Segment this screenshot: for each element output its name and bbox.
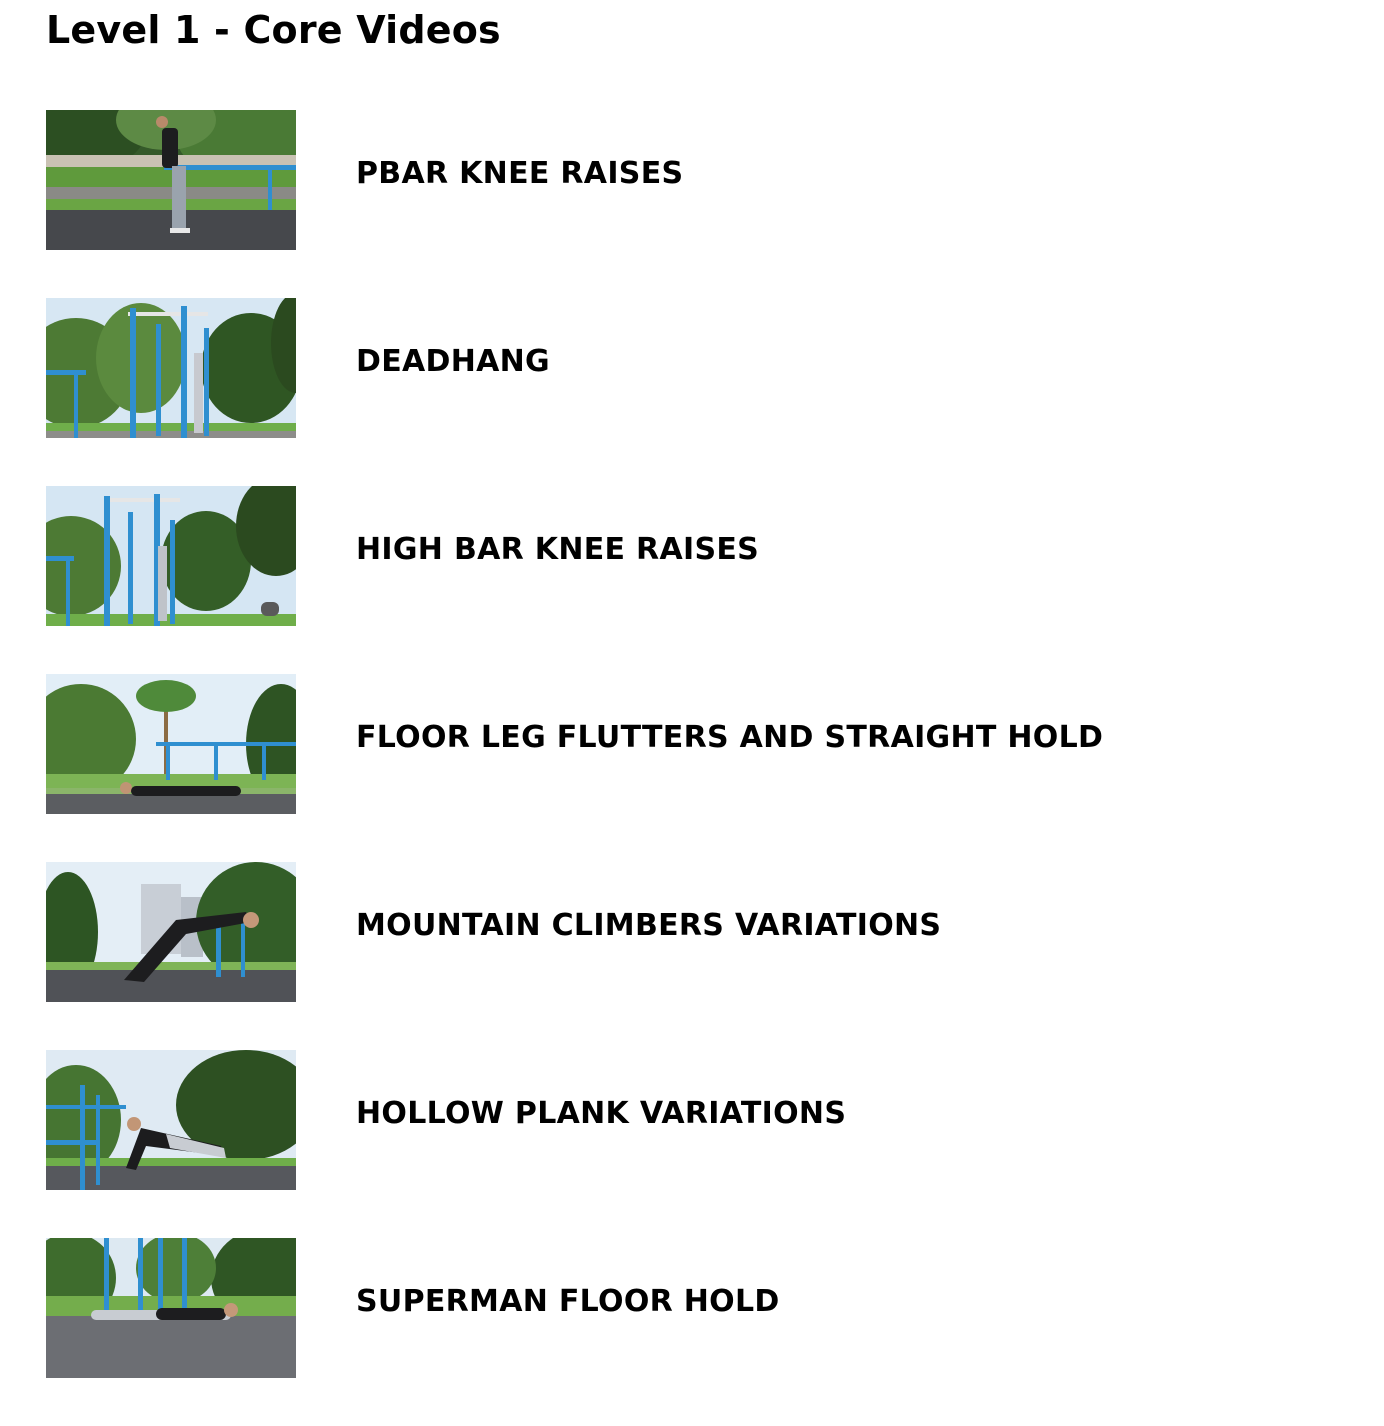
video-thumbnail[interactable] [46,486,296,626]
high-bar-knee-raises-thumbnail-icon [46,486,296,626]
video-thumbnail[interactable] [46,674,296,814]
superman-floor-hold-thumbnail-icon [46,1238,296,1378]
page-title: Level 1 - Core Videos [46,8,501,52]
video-thumbnail[interactable] [46,1238,296,1378]
video-item-floor-leg-flutters[interactable] [46,674,1346,814]
floor-leg-flutters-thumbnail-icon [46,674,296,814]
video-item-hollow-plank[interactable] [46,1050,1346,1190]
mountain-climbers-thumbnail-icon [46,862,296,1002]
video-title[interactable]: HIGH BAR KNEE RAISES [356,532,760,567]
deadhang-thumbnail-icon [46,298,296,438]
video-item-deadhang[interactable] [46,298,1346,438]
video-title[interactable]: PBAR KNEE RAISES [356,156,684,191]
pbar-knee-raises-thumbnail-icon [46,110,296,250]
hollow-plank-thumbnail-icon [46,1050,296,1190]
video-item-mountain-climbers[interactable] [46,862,1346,1002]
video-item-pbar-knee-raises[interactable] [46,110,1346,250]
video-title[interactable]: DEADHANG [356,344,550,379]
video-title[interactable]: HOLLOW PLANK VARIATIONS [356,1096,847,1131]
video-title[interactable]: SUPERMAN FLOOR HOLD [356,1284,780,1319]
video-thumbnail[interactable] [46,1050,296,1190]
video-list [46,110,1346,1426]
video-item-high-bar-knee-raises[interactable] [46,486,1346,626]
video-title[interactable]: FLOOR LEG FLUTTERS AND STRAIGHT HOLD [356,720,1104,755]
video-thumbnail[interactable] [46,862,296,1002]
video-item-superman-floor-hold[interactable] [46,1238,1346,1378]
video-title[interactable]: MOUNTAIN CLIMBERS VARIATIONS [356,908,942,943]
video-thumbnail[interactable] [46,110,296,250]
video-thumbnail[interactable] [46,298,296,438]
